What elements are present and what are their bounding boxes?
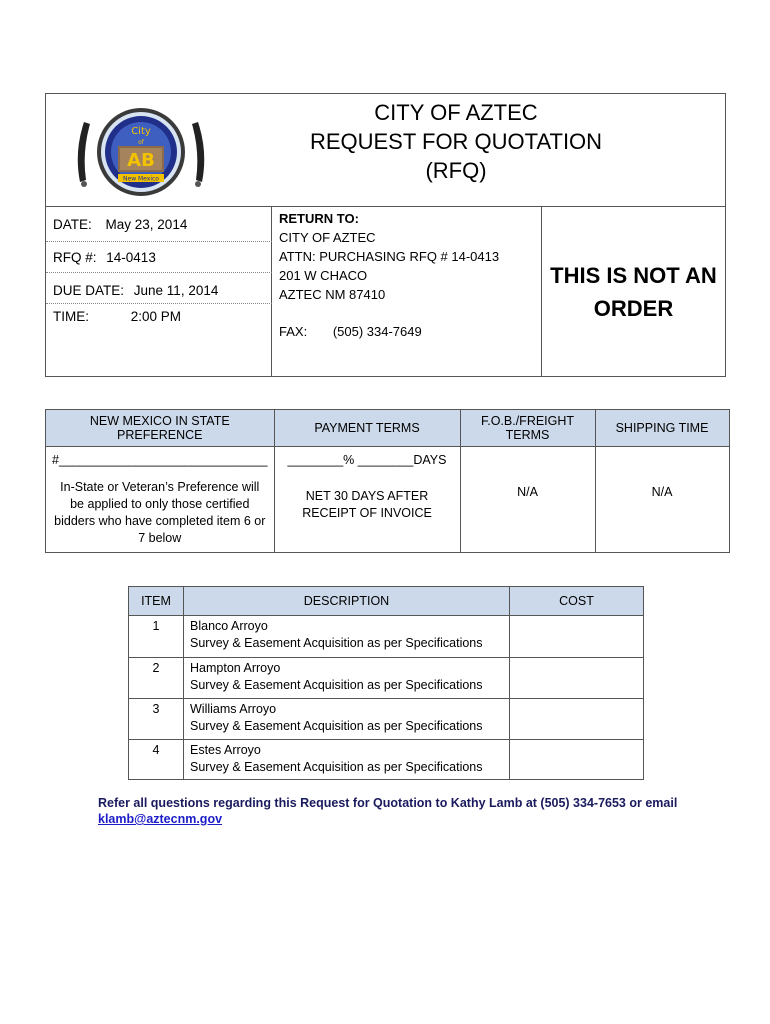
item-description: Hampton Arroyo Survey & Easement Acquisition as per Specifications — [184, 658, 510, 699]
return-line-3: 201 W CHACO — [279, 268, 368, 283]
shipping-time-value: N/A — [595, 447, 729, 553]
time-row — [46, 304, 272, 334]
table-row — [129, 616, 644, 658]
payment-terms-value: NET 30 DAYS AFTER RECEIPT OF INVOICE — [302, 489, 432, 520]
title-line-3: (RFQ) — [425, 158, 487, 183]
return-address — [279, 209, 499, 341]
date-label: DATE: — [53, 217, 92, 232]
table-row — [129, 740, 644, 780]
item-cost-field[interactable] — [510, 658, 644, 699]
fob-value: N/A — [460, 447, 595, 553]
time-value: 2:00 PM — [130, 309, 182, 324]
title-line-2: REQUEST FOR QUOTATION — [309, 129, 603, 154]
return-heading: RETURN TO: — [279, 211, 359, 226]
svg-text:AB: AB — [127, 150, 155, 171]
return-line-4: AZTEC NM 87410 — [279, 287, 386, 302]
header-cost: COST — [510, 587, 644, 616]
svg-text:of: of — [138, 139, 144, 146]
header-in-state-preference: NEW MEXICO IN STATE PREFERENCE — [46, 410, 275, 447]
in-state-preference-cell — [46, 447, 275, 553]
item-description: Estes Arroyo Survey & Easement Acquisition as per Specifications — [184, 740, 510, 780]
date-value: May 23, 2014 — [105, 217, 188, 232]
preference-number-field[interactable]: #______________________________ — [52, 453, 268, 467]
document-title — [276, 98, 636, 185]
payment-terms-field[interactable]: ________% ________DAYS — [287, 453, 447, 467]
rfq-header — [45, 93, 726, 377]
item-number: 2 — [129, 658, 184, 699]
due-date-label: DUE DATE: — [53, 283, 125, 298]
info-column — [46, 207, 272, 376]
return-to-column — [272, 207, 542, 376]
date-row — [46, 207, 272, 242]
header-payment-terms: PAYMENT TERMS — [274, 410, 460, 447]
header-shipping-time: SHIPPING TIME — [595, 410, 729, 447]
svg-text:City: City — [131, 126, 151, 137]
fax-value: (505) 334-7649 — [332, 324, 422, 339]
preference-note: In-State or Veteran’s Preference will be applied to only those certified bidders who have completed item 6 or 7 below — [54, 480, 266, 545]
rfq-row — [46, 242, 272, 273]
contact-text: Refer all questions regarding this Request for Quotation to Kathy Lamb at (505) 334-7653 or email — [98, 796, 678, 810]
header-description: DESCRIPTION — [184, 587, 510, 616]
item-number: 3 — [129, 699, 184, 740]
rfq-value: 14-0413 — [106, 250, 156, 265]
item-number: 1 — [129, 616, 184, 658]
time-label: TIME: — [53, 309, 89, 324]
item-cost-field[interactable] — [510, 616, 644, 658]
return-line-1: CITY OF AZTEC — [279, 230, 376, 245]
contact-note — [98, 795, 718, 827]
table-row — [129, 699, 644, 740]
header-fob-freight: F.O.B./FREIGHT TERMS — [460, 410, 595, 447]
notice-column — [542, 207, 725, 376]
item-cost-field[interactable] — [510, 740, 644, 780]
city-seal-logo — [66, 102, 216, 202]
svg-text:New Mexico: New Mexico — [123, 175, 159, 183]
contact-email-link[interactable]: klamb@aztecnm.gov — [98, 812, 223, 826]
title-row — [46, 94, 725, 207]
due-date-value: June 11, 2014 — [133, 283, 219, 298]
terms-table — [45, 409, 730, 553]
due-date-row — [46, 273, 272, 304]
header-item: ITEM — [129, 587, 184, 616]
item-description: Blanco Arroyo Survey & Easement Acquisition as per Specifications — [184, 616, 510, 658]
terms-value-row — [46, 447, 730, 553]
title-line-1: CITY OF AZTEC — [374, 100, 538, 125]
items-header-row — [129, 587, 644, 616]
items-table — [128, 586, 644, 780]
terms-header-row — [46, 410, 730, 447]
table-row — [129, 658, 644, 699]
rfq-label: RFQ #: — [53, 250, 97, 265]
fax-label: FAX: — [279, 324, 308, 339]
return-line-2: ATTN: PURCHASING RFQ # 14-0413 — [279, 249, 500, 264]
not-an-order-notice: THIS IS NOT AN ORDER — [550, 263, 717, 321]
item-cost-field[interactable] — [510, 699, 644, 740]
fax-row — [279, 322, 499, 341]
item-number: 4 — [129, 740, 184, 780]
item-description: Williams Arroyo Survey & Easement Acquisition as per Specifications — [184, 699, 510, 740]
payment-terms-cell — [274, 447, 460, 553]
